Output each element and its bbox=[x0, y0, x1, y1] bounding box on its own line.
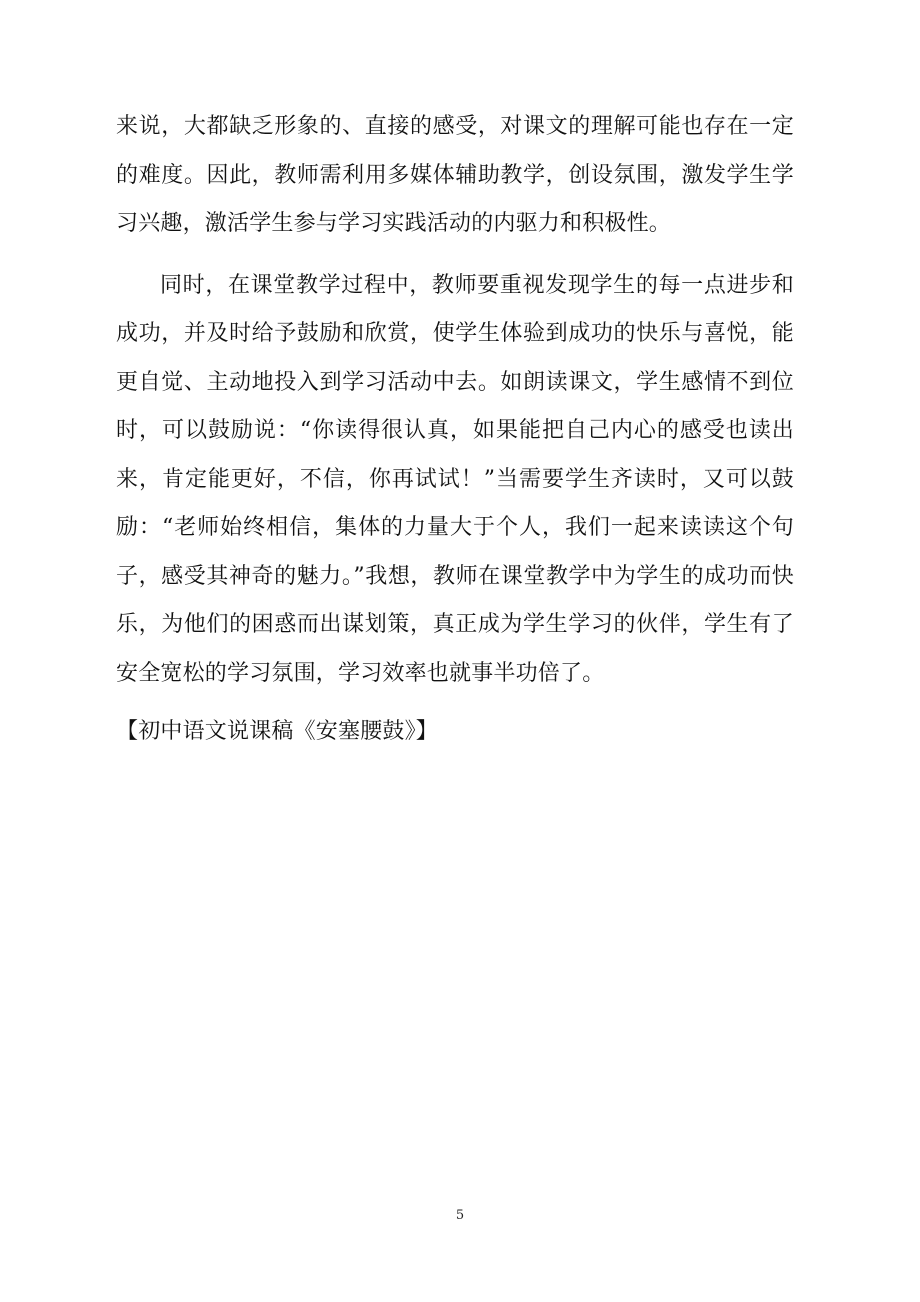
paragraph-continued: 来说，大都缺乏形象的、直接的感受，对课文的理解可能也存在一定的难度。因此，教师需利用多媒体辅助教学，创设氛围，激发学生学习兴趣，激活学生参与学习实践活动的内驱力和积极性。 bbox=[116, 114, 794, 236]
section-heading: 【初中语文说课稿《安塞腰鼓》】 bbox=[116, 719, 439, 744]
paragraph-encouragement: 同时，在课堂教学过程中，教师要重视发现学生的每一点进步和成功，并及时给予鼓励和欣赏，使学生体验到成功的快乐与喜悦，能更自觉、主动地投入到学习活动中去。如朗读课文，学生感情不到位时，可以鼓励说：“你读得很认真，如果能把自己内心的感受也读出来，肯定能更好，不信，你再试试！”当需要学生齐读时，又可以鼓励：“老师始终相信，集体的力量大于个人，我们一起来读读这个句子，感受其神奇的魅力。”我想，教师在课堂教学中为学生的成功而快乐，为他们的困惑而出谋划策，真正成为学生学习的伙伴，学生有了安全宽松的学习氛围，学习效率也就事半功倍了。 bbox=[116, 272, 794, 686]
page-number: 5 bbox=[455, 1208, 465, 1223]
page-content bbox=[116, 103, 794, 757]
